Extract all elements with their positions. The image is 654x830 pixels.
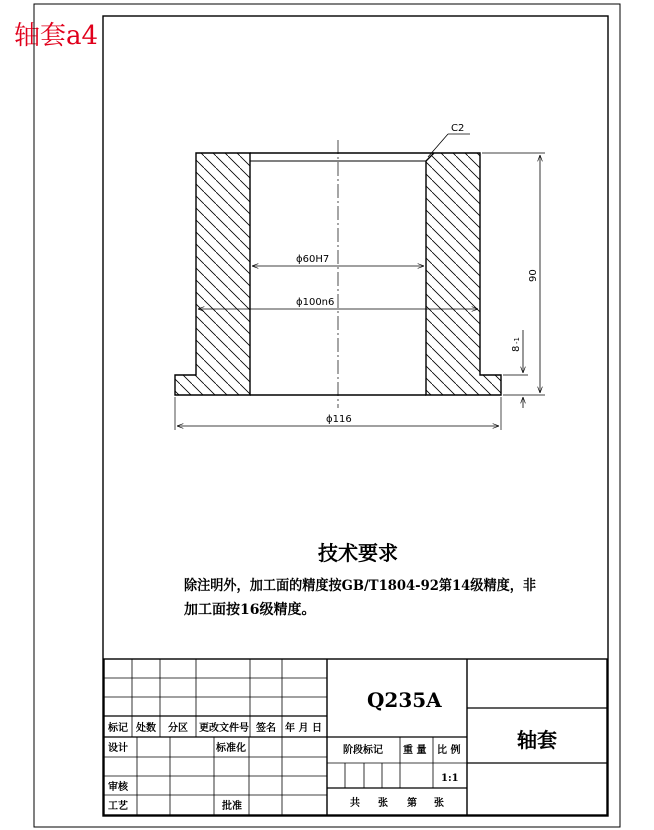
sheet-inner-frame	[103, 16, 608, 816]
tb-total: 共	[350, 798, 360, 809]
notes-title: 技术要求	[318, 541, 398, 565]
tb-sheet-no: 第	[407, 798, 417, 809]
corner-label: 轴套a4	[14, 21, 99, 51]
chamfer-label: C2	[451, 123, 465, 134]
outer-dim-label: ϕ100n6	[296, 297, 335, 308]
tb-scale-value: 1:1	[441, 773, 459, 784]
right-wall-section	[426, 153, 501, 395]
tb-sheet: 张	[434, 798, 444, 809]
tb-review: 审核	[108, 782, 128, 793]
part-section-view	[175, 140, 501, 408]
height-dim-label: 90	[528, 269, 539, 282]
tb-mark: 标记	[108, 723, 128, 734]
bore-dim-label: ϕ60H7	[296, 254, 330, 265]
material-label: Q235A	[367, 688, 442, 712]
tb-zone: 分区	[168, 723, 188, 734]
flange-height-tolerance: -1	[513, 337, 521, 344]
tb-stage-mark: 阶段标记	[343, 745, 383, 756]
left-wall-section	[175, 153, 250, 395]
tb-process: 工艺	[108, 801, 128, 812]
tb-design: 设计	[108, 743, 128, 754]
notes-line-1: 除注明外，加工面的精度按GB/T1804-92第14级精度，非	[184, 578, 560, 594]
tb-count: 处数	[136, 723, 156, 734]
tb-approve: 批准	[222, 801, 242, 812]
tb-signature: 签名	[256, 723, 276, 734]
tb-weight: 重 量	[403, 745, 427, 756]
flange-height-label: 8	[511, 345, 522, 352]
tb-change-doc: 更改文件号	[199, 723, 249, 734]
notes-line-2: 加工面按16级精度。	[184, 602, 316, 618]
tb-standardize: 标准化	[216, 743, 246, 754]
flange-dim-label: ϕ116	[326, 414, 352, 425]
tb-sheets: 张	[378, 798, 388, 809]
part-name: 轴套	[517, 728, 557, 752]
tb-date: 年 月 日	[285, 723, 322, 734]
tb-ratio: 比 例	[437, 745, 461, 756]
technical-notes	[184, 541, 560, 618]
